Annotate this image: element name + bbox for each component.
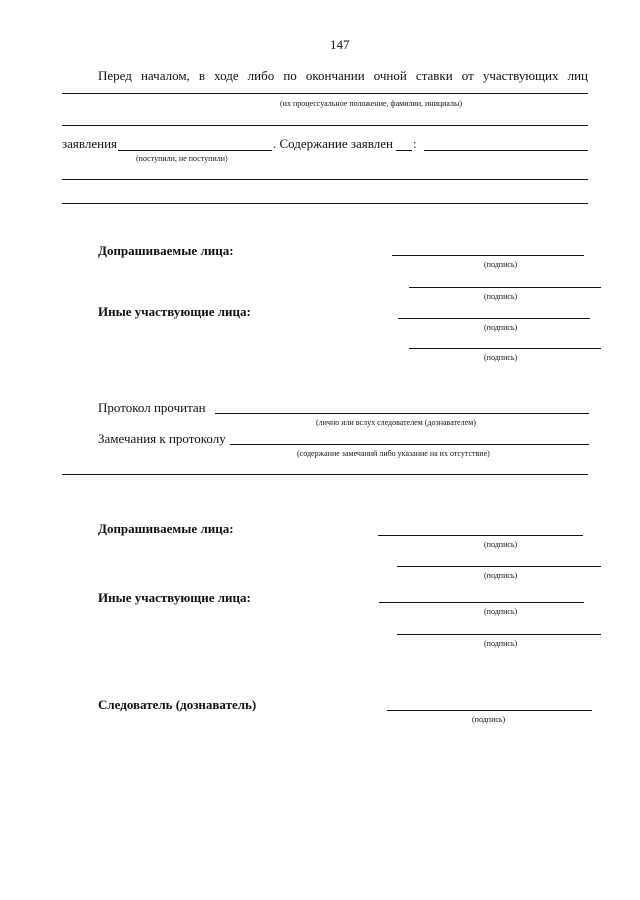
participants-line-2[interactable] bbox=[62, 125, 588, 126]
other-signature-line-1[interactable] bbox=[398, 318, 590, 319]
signature-caption: (подпись) bbox=[484, 323, 518, 332]
protocol-remarks-line-2[interactable] bbox=[62, 474, 588, 475]
other-participants-label-2: Иные участвующие лица: bbox=[98, 590, 251, 605]
questioned-signature-line-2[interactable] bbox=[409, 287, 601, 288]
questioned-signature-line-3[interactable] bbox=[378, 535, 583, 536]
other-signature-line-2[interactable] bbox=[409, 348, 601, 349]
signature-caption: (подпись) bbox=[484, 607, 518, 616]
signature-caption: (подпись) bbox=[472, 715, 506, 724]
signature-caption: (подпись) bbox=[484, 353, 518, 362]
statement-content-line-3[interactable] bbox=[62, 203, 588, 204]
other-signature-line-3[interactable] bbox=[379, 602, 584, 603]
intro-text: Перед началом, в ходе либо по окончании очной ставки от участвующих лиц bbox=[98, 68, 588, 83]
page-number: 147 bbox=[330, 37, 350, 52]
signature-caption: (подпись) bbox=[484, 540, 518, 549]
investigator-signature-line[interactable] bbox=[387, 710, 592, 711]
protocol-remarks-label: Замечания к протоколу bbox=[98, 431, 226, 446]
signature-caption: (подпись) bbox=[484, 639, 518, 648]
statement-content-label: . Содержание заявлен bbox=[273, 136, 393, 151]
signature-caption: (подпись) bbox=[484, 571, 518, 580]
protocol-remarks-caption: (содержание замечаний либо указание на их отсутствие) bbox=[297, 449, 490, 458]
statement-ending-line[interactable] bbox=[396, 150, 412, 151]
participants-line[interactable] bbox=[62, 93, 588, 94]
investigator-label: Следователь (дознаватель) bbox=[98, 697, 257, 712]
other-participants-label: Иные участвующие лица: bbox=[98, 304, 251, 319]
questioned-persons-label: Допрашиваемые лица: bbox=[98, 243, 234, 258]
other-signature-line-4[interactable] bbox=[397, 634, 601, 635]
statement-content-line-2[interactable] bbox=[62, 179, 588, 180]
signature-caption: (подпись) bbox=[484, 292, 518, 301]
statement-status-line[interactable] bbox=[118, 150, 272, 151]
protocol-read-label: Протокол прочитан bbox=[98, 400, 206, 415]
participants-caption: (их процессуальное положение, фамилии, инициалы) bbox=[280, 99, 463, 108]
protocol-remarks-line[interactable] bbox=[230, 444, 589, 445]
signature-caption: (подпись) bbox=[484, 260, 518, 269]
questioned-signature-line-1[interactable] bbox=[392, 255, 584, 256]
statement-caption: (поступили, не поступили) bbox=[136, 154, 228, 163]
statement-colon: : bbox=[413, 136, 417, 151]
protocol-read-line[interactable] bbox=[215, 413, 589, 414]
statement-prefix: заявления bbox=[62, 136, 118, 151]
protocol-read-caption: (лично или вслух следователем (дознавателем) bbox=[316, 418, 476, 427]
questioned-persons-label-2: Допрашиваемые лица: bbox=[98, 521, 234, 536]
questioned-signature-line-4[interactable] bbox=[397, 566, 601, 567]
statement-content-line[interactable] bbox=[424, 150, 588, 151]
